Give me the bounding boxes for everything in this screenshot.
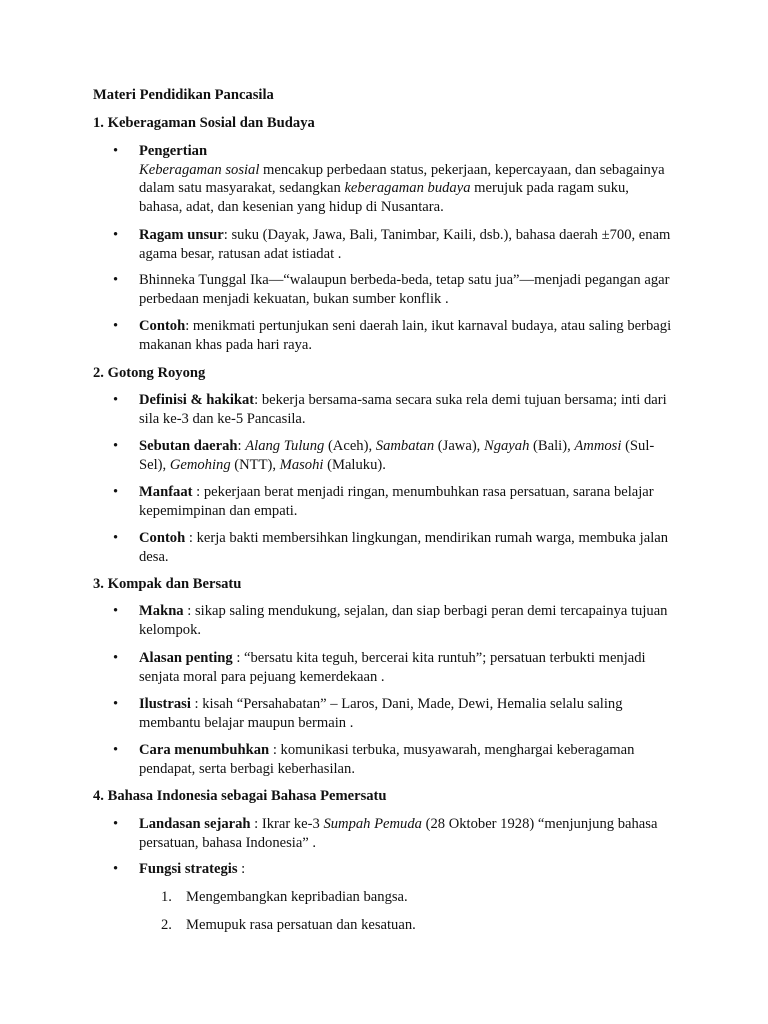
list-item xyxy=(113,741,674,778)
item-label: Landasan sejarah xyxy=(139,816,251,832)
item-label: Pengertian xyxy=(139,143,208,159)
term: Ngayah xyxy=(483,438,530,454)
item-label: Ragam unsur xyxy=(139,227,224,243)
bullet-icon: • xyxy=(113,650,119,666)
term: keberagaman budaya xyxy=(344,180,471,196)
item-text: : kisah “Persahabatan” – Laros, Dani, Made, Dewi, Hemalia selalu saling membantu belajar maupun bermain . xyxy=(139,696,623,731)
item-label: Ilustrasi xyxy=(139,696,191,712)
list-item xyxy=(113,695,674,732)
item-label: Manfaat xyxy=(139,484,193,500)
list-number: 2. xyxy=(161,917,172,933)
term: Ammosi xyxy=(574,438,622,454)
document-title: Materi Pendidikan Pancasila xyxy=(93,87,274,103)
list-item xyxy=(113,860,674,879)
bullet-icon: • xyxy=(113,696,119,712)
list-item xyxy=(113,529,674,566)
list-item xyxy=(113,649,674,686)
term: Masohi xyxy=(279,456,324,473)
item-text: (Bali), xyxy=(529,438,575,454)
item-text: Mengembangkan kepribadian bangsa. xyxy=(186,889,408,905)
item-label: Contoh xyxy=(139,318,186,334)
item-text: (NTT), xyxy=(230,456,280,473)
item-text: Bhinneka Tunggal Ika—“walaupun berbeda-beda, tetap satu jua”—menjadi pegangan agar perbedaan menjadi kekuatan, bukan sumber konflik . xyxy=(139,272,670,307)
section-heading-4: 4. Bahasa Indonesia sebagai Bahasa Pemersatu xyxy=(93,788,387,804)
list-item xyxy=(113,483,674,520)
bullet-icon: • xyxy=(113,143,119,159)
item-text: merujuk pada ragam suku, bahasa, adat, dan kesenian yang hidup di Nusantara. xyxy=(139,180,629,215)
item-text: : sikap saling mendukung, sejalan, dan siap berbagi peran demi tercapainya tujuan kelompok. xyxy=(139,603,668,638)
bullet-icon: • xyxy=(113,272,119,288)
numbered-item xyxy=(161,888,686,907)
item-text: : kerja bakti membersihkan lingkungan, mendirikan rumah warga, membuka jalan desa. xyxy=(139,530,669,565)
bullet-icon: • xyxy=(113,392,119,408)
section-heading-2: 2. Gotong Royong xyxy=(93,365,206,381)
bullet-icon: • xyxy=(113,530,119,546)
list-item xyxy=(113,391,674,428)
item-text: (28 Oktober 1928) “menjunjung bahasa persatuan, bahasa Indonesia” . xyxy=(139,816,658,851)
bullet-icon: • xyxy=(113,816,119,832)
bullet-icon: • xyxy=(113,227,119,243)
item-text: : komunikasi terbuka, musyawarah, menghargai keberagaman pendapat, serta berbagi keberhasilan. xyxy=(139,742,635,777)
item-label: Sebutan daerah xyxy=(139,438,238,454)
bullet-icon: • xyxy=(113,603,119,619)
item-text: (Maluku). xyxy=(323,456,386,473)
item-text: : suku (Dayak, Jawa, Bali, Tanimbar, Kaili, dsb.), bahasa daerah ±700, enam agama besar, ratusan adat istiadat . xyxy=(139,227,671,262)
item-text: (Jawa), xyxy=(434,438,484,454)
item-label: Definisi & hakikat xyxy=(139,392,255,408)
section-heading-3: 3. Kompak dan Bersatu xyxy=(93,576,242,592)
term: Sumpah Pemuda xyxy=(323,816,422,832)
bullet-icon: • xyxy=(113,742,119,758)
term: Sambatan xyxy=(375,438,435,454)
list-item xyxy=(113,437,674,474)
bullet-icon: • xyxy=(113,318,119,334)
item-text: (Sul-Sel), xyxy=(139,438,655,473)
list-number: 1. xyxy=(161,889,172,905)
item-label: Makna xyxy=(139,603,184,619)
item-text: Memupuk rasa persatuan dan kesatuan. xyxy=(186,917,416,933)
item-text: mencakup perbedaan status, pekerjaan, kepercayaan, dan sebagainya dalam satu masyarakat, sedangkan xyxy=(139,161,665,196)
item-label: Contoh xyxy=(139,530,186,546)
list-item xyxy=(113,226,674,263)
item-text: : pekerjaan berat menjadi ringan, menumbuhkan rasa persatuan, sarana belajar kepemimpinan dan empati. xyxy=(139,484,654,519)
term: Keberagaman sosial xyxy=(139,161,260,178)
numbered-item xyxy=(161,916,686,935)
list-item xyxy=(113,602,674,639)
bullet-icon: • xyxy=(113,484,119,500)
item-label: Cara menumbuhkan xyxy=(139,742,270,758)
item-text: : xyxy=(237,861,246,877)
bullet-icon: • xyxy=(113,861,119,877)
item-label: Fungsi strategis xyxy=(139,861,238,877)
list-item xyxy=(113,142,674,216)
item-text: : Ikrar ke-3 xyxy=(250,816,324,832)
item-text: : “bersatu kita teguh, bercerai kita runtuh”; persatuan terbukti menjadi senjata moral para pejuang kemerdekaan . xyxy=(139,650,646,685)
item-text: : bekerja bersama-sama secara suka rela demi tujuan bersama; inti dari sila ke-3 dan ke-5 Pancasila. xyxy=(139,392,667,427)
item-text: : menikmati pertunjukan seni daerah lain, ikut karnaval budaya, atau saling berbagi makanan khas pada hari raya. xyxy=(139,318,672,353)
term: Alang Tulung xyxy=(245,438,325,454)
item-label: Alasan penting xyxy=(139,650,233,666)
list-item xyxy=(113,317,674,354)
list-item xyxy=(113,815,674,852)
item-text: (Aceh), xyxy=(324,438,376,454)
item-text: : xyxy=(237,438,246,454)
list-item xyxy=(113,271,674,308)
term: Gemohing xyxy=(169,456,231,473)
bullet-icon: • xyxy=(113,438,119,454)
section-heading-1: 1. Keberagaman Sosial dan Budaya xyxy=(93,115,315,131)
